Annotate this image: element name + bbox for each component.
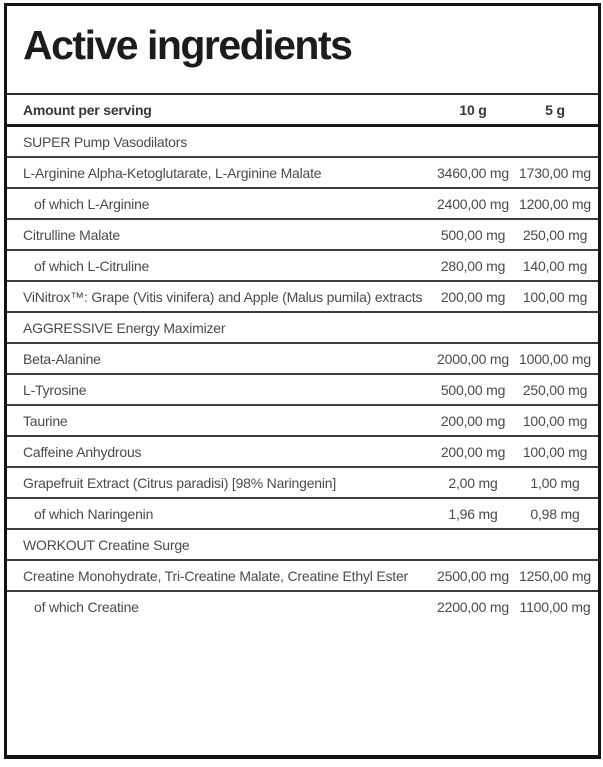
ingredient-name: Grapefruit Extract (Citrus paradisi) [98% Naringenin] [23,475,337,491]
table-row [7,435,598,466]
title-area [7,6,598,93]
table-row [7,373,598,404]
ingredient-name: Caffeine Anhydrous [23,444,142,460]
table-row [7,187,598,218]
ingredient-name: Creatine Monohydrate, Tri-Creatine Malate, Creatine Ethyl Ester [23,568,409,584]
section-row-aggressive-energy [7,311,598,342]
amount-10g: 2,00 mg [448,475,498,491]
amount-10g: 1,96 mg [448,506,498,522]
amount-5g: 0,98 mg [530,506,580,522]
amount-10g: 500,00 mg [440,382,506,398]
page-title: Active ingredients [23,22,352,68]
amount-5g: 1250,00 mg [519,568,591,584]
amount-5g: 100,00 mg [522,289,588,305]
amount-5g: 100,00 mg [522,444,588,460]
amount-10g: 280,00 mg [440,258,506,274]
section-row-workout-creatine [7,528,598,559]
amount-10g: 200,00 mg [440,444,506,460]
table-row [7,497,598,528]
table-row [7,249,598,280]
table-header-row [7,93,598,127]
table-row [7,280,598,311]
section-title: SUPER Pump Vasodilators [23,134,187,150]
amount-5g: 1100,00 mg [519,599,591,615]
amount-10g: 2400,00 mg [437,196,509,212]
amount-10g: 3460,00 mg [437,165,509,181]
header-col-10g: 10 g [459,102,487,118]
ingredients-table-frame [4,3,601,759]
ingredient-name: Beta-Alanine [23,351,101,367]
amount-5g: 1000,00 mg [519,351,591,367]
amount-10g: 200,00 mg [440,413,506,429]
ingredient-name: of which L-Citruline [34,258,150,274]
amount-5g: 250,00 mg [522,227,588,243]
amount-10g: 2200,00 mg [437,599,509,615]
table-row [7,342,598,373]
header-amount-per-serving: Amount per serving [23,102,152,118]
amount-10g: 2000,00 mg [437,351,509,367]
ingredient-name: of which Naringenin [34,506,154,522]
amount-5g: 1200,00 mg [519,196,591,212]
ingredient-name: Citrulline Malate [23,227,120,243]
section-row-super-pump [7,127,598,156]
ingredient-name: L-Arginine Alpha-Ketoglutarate, L-Arginine Malate [23,165,322,181]
header-col-5g: 5 g [545,102,565,118]
amount-10g: 200,00 mg [440,289,506,305]
table-row [7,559,598,590]
amount-5g: 140,00 mg [522,258,588,274]
ingredient-name: L-Tyrosine [23,382,87,398]
amount-5g: 250,00 mg [522,382,588,398]
ingredient-name: of which L-Arginine [34,196,150,212]
table-row [7,466,598,497]
table-row [7,156,598,187]
section-title: AGGRESSIVE Energy Maximizer [23,320,226,336]
section-title: WORKOUT Creatine Surge [23,537,190,553]
amount-10g: 500,00 mg [440,227,506,243]
table-row [7,218,598,249]
table-row [7,590,598,622]
ingredient-name: of which Creatine [34,599,139,615]
ingredient-name: Taurine [23,413,68,429]
amount-10g: 2500,00 mg [437,568,509,584]
ingredient-name: ViNitrox™: Grape (Vitis vinifera) and Apple (Malus pumila) extracts [23,289,423,305]
amount-5g: 100,00 mg [522,413,588,429]
amount-5g: 1,00 mg [530,475,580,491]
amount-5g: 1730,00 mg [519,165,591,181]
table-row [7,404,598,435]
